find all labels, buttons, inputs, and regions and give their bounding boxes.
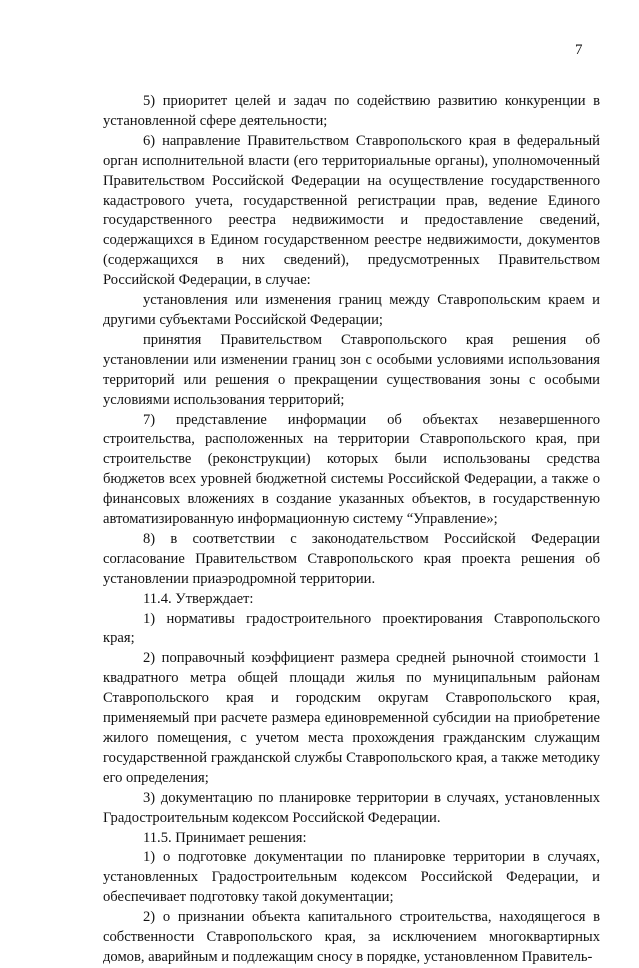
paragraph: 2) о признании объекта капитального строительства, находящегося в собственности Ставропольского края, за исключением многоквартирных домов, аварийным и подлежащим сносу в порядке, установленном Правитель- — [103, 909, 600, 965]
paragraph: принятия Правительством Ставропольского края решения об установлении или изменении границ зон с особыми условиями использования территорий или решения о прекращении существования зоны с особыми условиями использования территорий; — [103, 331, 600, 408]
page-number: 7 — [575, 42, 583, 58]
paragraph: 11.5. Принимает решения: — [143, 829, 307, 846]
document-body — [103, 92, 600, 968]
paragraph: 1) нормативы градостроительного проектирования Ставропольского края; — [103, 610, 600, 647]
paragraph: 8) в соответствии с законодательством Российской Федерации согласование Правительством Ставропольского края проекта решения об установлении приаэродромной территории. — [103, 530, 600, 587]
paragraph: 3) документацию по планировке территории в случаях, установленных Градостроительным кодексом Российской Федерации. — [103, 789, 600, 826]
paragraph: 11.4. Утверждает: — [143, 590, 254, 607]
paragraph: 1) о подготовке документации по планировке территории в случаях, установленных Градостроительным кодексом Российской Федерации, и обеспечивает подготовку такой документации; — [103, 849, 600, 906]
paragraph: установления или изменения границ между Ставропольским краем и другими субъектами Российской Федерации; — [103, 292, 600, 328]
paragraph: 5) приоритет целей и задач по содействию развитию конкуренции в установленной сфере деятельности; — [103, 93, 600, 129]
paragraph: 2) поправочный коэффициент размера средней рыночной стоимости 1 квадратного метра общей площади жилья по муниципальным районам Ставропольского края и городским округам Ставропольского края, применяемый при расчете размера единовременной субсидии на приобретение жилого помещения, с учетом места прохождения гражданским служащим государственной гражданской службы Ставропольского края, а также методику его определения; — [103, 650, 600, 786]
paragraph: 7) представление информации об объектах незавершенного строительства, расположенных на территории Ставропольского края, при строительстве (реконструкции) которых были использованы средства бюджетов всех уровней бюджетной системы Российской Федерации, а также о финансовых вложениях в создание указанных объектов, в государственную автоматизированную информационную систему “Управление»; — [103, 411, 600, 528]
paragraph: 6) направление Правительством Ставропольского края в федеральный орган исполнительной власти (его территориальные органы), уполномоченный Правительством Российской Федерации на осуществление государственного кадастрового учета, государственной регистрации прав, ведение Единого государственного реестра недвижимости и предоставление сведений, содержащихся в Едином государственном реестре недвижимости, документов (содержащихся в них сведений), предусмотренных Правительством Российской Федерации, в случае: — [103, 132, 600, 289]
